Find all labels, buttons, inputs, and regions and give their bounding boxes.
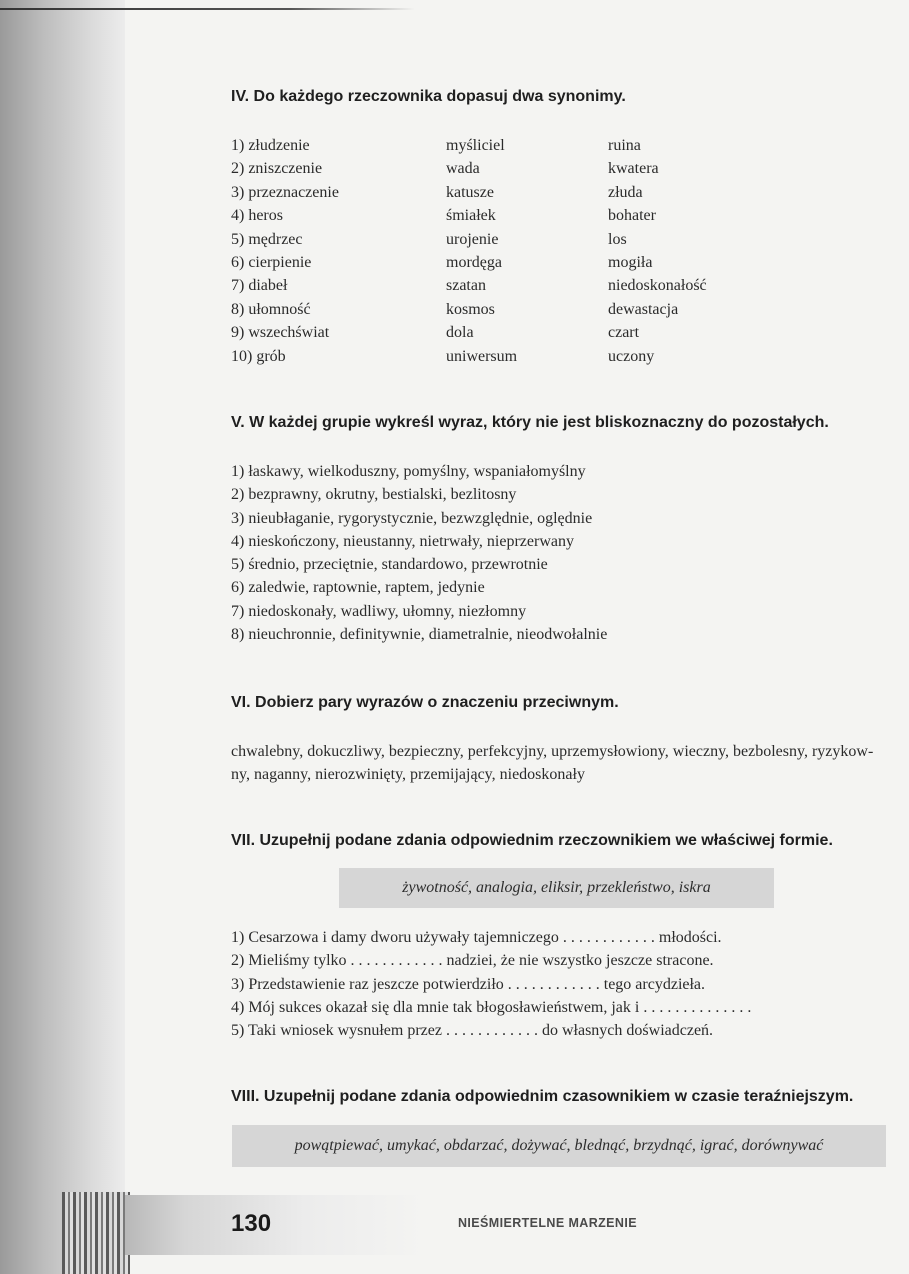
page-number: 130 xyxy=(231,1210,272,1237)
list-item: 6) cierpienie xyxy=(231,254,312,272)
list-item: urojenie xyxy=(446,230,499,248)
section-vii-list xyxy=(231,926,751,1042)
paragraph-line: ny, naganny, nierozwinięty, przemijający, niedoskonały xyxy=(231,766,585,783)
list-item: 1) złudzenie xyxy=(231,137,310,154)
list-item: czart xyxy=(608,324,640,342)
list-item: ruina xyxy=(608,137,641,154)
list-item: 3) Przedstawienie raz jeszcze potwierdziło . . . . . . . . . . . . tego arcydzieła. xyxy=(231,975,706,993)
list-item: katusze xyxy=(446,183,494,201)
list-item: 4) Mój sukces okazał się dla mnie tak błogosławieństwem, jak i . . . . . . . . . . . . . . xyxy=(231,998,752,1016)
list-item: 10) grób xyxy=(231,347,286,365)
section-viii-word-bank: powątpiewać, umykać, obdarzać, dożywać, blednąć, brzydnąć, igrać, dorównywać xyxy=(232,1125,886,1167)
section-vii-heading: VII. Uzupełnij podane zdania odpowiednim rzeczownikiem we właściwej formie. xyxy=(231,832,833,849)
list-item: 5) średnio, przeciętnie, standardowo, przewrotnie xyxy=(231,556,548,574)
book-spine-shadow xyxy=(0,0,125,1274)
section-v-heading: V. W każdej grupie wykreśl wyraz, który nie jest bliskoznaczny do pozostałych. xyxy=(231,414,829,431)
section-vii-word-bank: żywotność, analogia, eliksir, przekleństwo, iskra xyxy=(339,868,774,908)
list-item: 7) niedoskonały, wadliwy, ułomny, niezłomny xyxy=(231,602,527,620)
list-item: myśliciel xyxy=(446,137,505,154)
list-item: szatan xyxy=(446,277,486,295)
section-vi-heading: VI. Dobierz pary wyrazów o znaczeniu przeciwnym. xyxy=(231,694,619,711)
list-item: 1) Cesarzowa i damy dworu używały tajemniczego . . . . . . . . . . . . młodości. xyxy=(231,929,722,946)
list-item: śmiałek xyxy=(446,207,496,225)
spine-stripes xyxy=(62,1192,130,1274)
section-iv-column-1 xyxy=(231,134,339,368)
list-item: mogiła xyxy=(608,254,653,272)
list-item: 5) Taki wniosek wysnułem przez . . . . . . . . . . . . do własnych doświadczeń. xyxy=(231,1022,714,1040)
list-item: dewastacja xyxy=(608,300,679,318)
section-iv-column-2 xyxy=(446,134,517,368)
list-item: 2) bezprawny, okrutny, bestialski, bezlitosny xyxy=(231,486,517,504)
list-item: 9) wszechświat xyxy=(231,324,330,342)
list-item: 5) mędrzec xyxy=(231,230,303,248)
list-item: bohater xyxy=(608,207,656,225)
list-item: kosmos xyxy=(446,300,495,318)
list-item: złuda xyxy=(608,183,643,201)
list-item: niedoskonałość xyxy=(608,277,707,295)
list-item: 1) łaskawy, wielkoduszny, pomyślny, wspaniałomyślny xyxy=(231,463,586,480)
list-item: wada xyxy=(446,160,480,178)
paragraph-line: chwalebny, dokuczliwy, bezpieczny, perfekcyjny, uprzemysłowiony, wieczny, bezbolesny, ryzykow- xyxy=(231,743,874,760)
list-item: mordęga xyxy=(446,254,502,272)
section-iv-column-3 xyxy=(608,134,707,368)
list-item: uczony xyxy=(608,347,655,365)
list-item: dola xyxy=(446,324,474,342)
running-title: NIEŚMIERTELNE MARZENIE xyxy=(458,1216,637,1230)
list-item: 3) przeznaczenie xyxy=(231,183,339,201)
list-item: 4) nieskończony, nieustanny, nietrwały, nieprzerwany xyxy=(231,532,574,550)
section-viii-heading: VIII. Uzupełnij podane zdania odpowiednim czasownikiem w czasie teraźniejszym. xyxy=(231,1088,854,1105)
list-item: 2) zniszczenie xyxy=(231,160,323,178)
section-vi-word-list xyxy=(231,740,891,786)
list-item: kwatera xyxy=(608,160,659,178)
section-v-list xyxy=(231,460,607,646)
list-item: 3) nieubłaganie, rygorystycznie, bezwzględnie, oględnie xyxy=(231,509,593,527)
list-item: uniwersum xyxy=(446,347,518,365)
list-item: 6) zaledwie, raptownie, raptem, jedynie xyxy=(231,579,485,597)
list-item: 4) heros xyxy=(231,207,283,225)
section-iv-heading: IV. Do każdego rzeczownika dopasuj dwa synonimy. xyxy=(231,88,626,105)
top-rule xyxy=(0,8,415,10)
list-item: 7) diabeł xyxy=(231,277,288,295)
list-item: 8) ułomność xyxy=(231,300,311,318)
list-item: 8) nieuchronnie, definitywnie, diametralnie, nieodwołalnie xyxy=(231,626,608,644)
list-item: 2) Mieliśmy tylko . . . . . . . . . . . . nadziei, że nie wszystko jeszcze stracone. xyxy=(231,952,714,970)
list-item: los xyxy=(608,230,627,248)
